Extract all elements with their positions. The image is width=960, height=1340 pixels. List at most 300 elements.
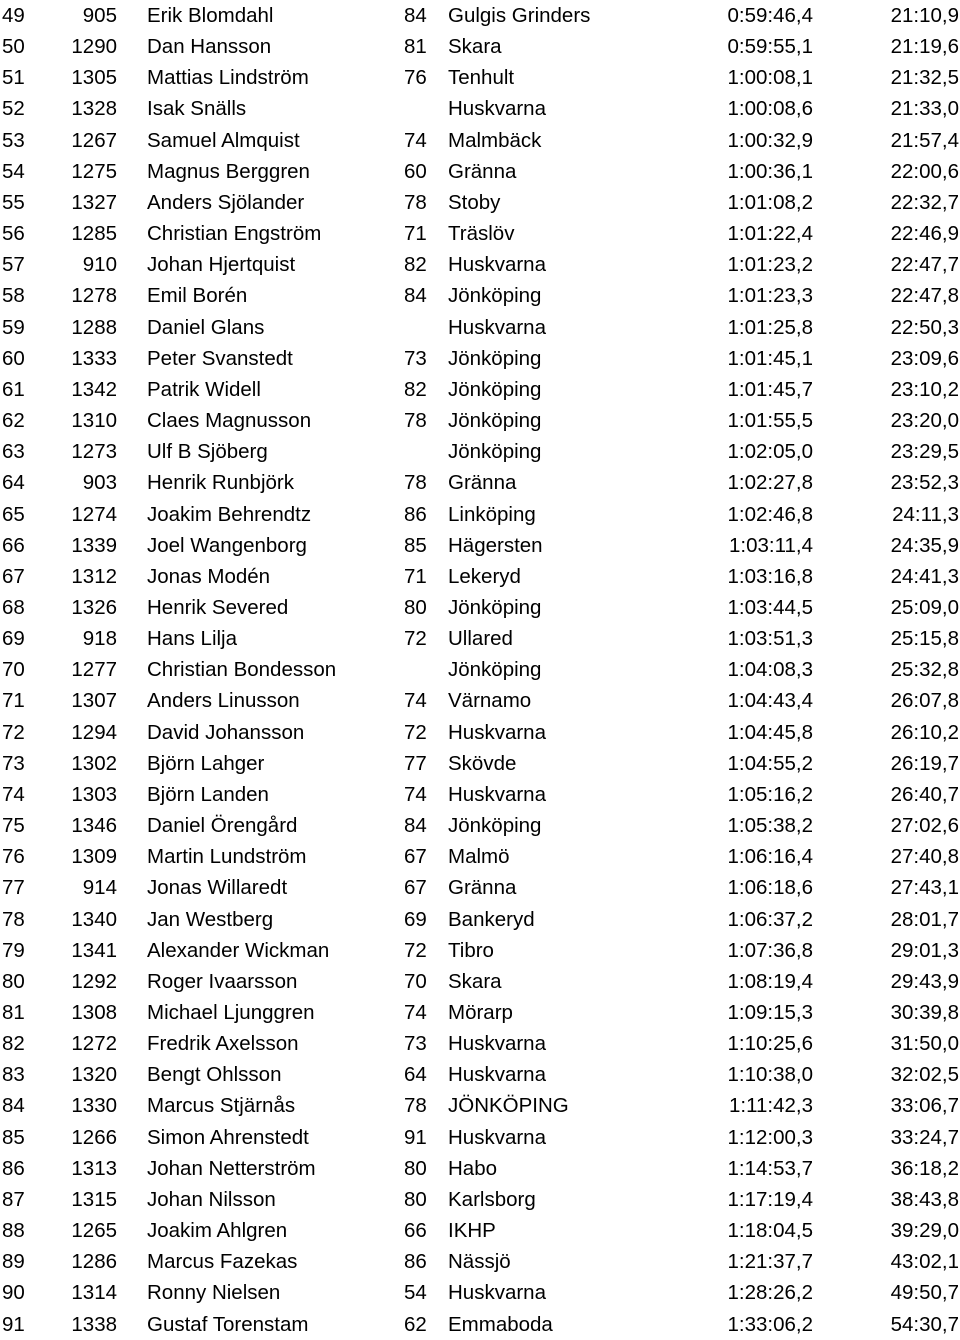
time-behind-cell: 21:57,4	[890, 128, 959, 152]
birth-year-cell: 78	[404, 409, 427, 433]
place-cell: 89	[2, 1250, 25, 1274]
club-cell: Jönköping	[448, 814, 542, 838]
club-cell: Tenhult	[448, 66, 515, 90]
bib-number-cell: 1328	[71, 97, 117, 121]
club-cell: Skara	[448, 35, 502, 59]
time-behind-cell: 27:43,1	[890, 876, 959, 900]
time-behind-cell: 30:39,8	[890, 1001, 959, 1024]
table-row	[0, 93, 960, 124]
club-cell: Hägersten	[448, 533, 543, 557]
table-row	[0, 218, 960, 249]
time-behind-cell: 26:19,7	[890, 751, 959, 775]
runner-name-cell: Ronny Nielsen	[147, 1281, 281, 1305]
time-behind-cell: 24:41,3	[890, 564, 959, 588]
table-row	[0, 156, 960, 187]
club-cell: Jönköping	[448, 658, 542, 682]
bib-number-cell: 1338	[71, 1312, 117, 1336]
table-row	[0, 374, 960, 405]
place-cell: 67	[2, 564, 25, 588]
finish-time-cell: 1:04:45,8	[727, 720, 813, 744]
runner-name-cell: Johan Netterström	[147, 1156, 316, 1180]
finish-time-cell: 1:05:38,2	[727, 814, 813, 838]
finish-time-cell: 1:10:25,6	[727, 1032, 813, 1056]
finish-time-cell: 1:01:45,1	[727, 346, 813, 370]
place-cell: 54	[2, 159, 25, 183]
runner-name-cell: Erik Blomdahl	[147, 4, 274, 27]
place-cell: 79	[2, 938, 25, 962]
club-cell: Habo	[448, 1156, 498, 1180]
table-row	[0, 1153, 960, 1184]
birth-year-cell: 78	[404, 1094, 427, 1118]
birth-year-cell	[402, 93, 432, 124]
place-cell: 83	[2, 1063, 25, 1087]
finish-time-cell: 0:59:46,4	[727, 4, 813, 27]
place-cell: 56	[2, 222, 25, 246]
runner-name-cell: Claes Magnusson	[147, 409, 312, 433]
club-cell: Huskvarna	[448, 1281, 546, 1305]
birth-year-cell: 84	[404, 284, 427, 308]
place-cell: 57	[2, 253, 25, 277]
place-cell: 51	[2, 66, 25, 90]
club-cell: Malmbäck	[448, 128, 542, 152]
club-cell: Ullared	[448, 627, 513, 651]
time-behind-cell: 25:32,8	[890, 658, 959, 682]
bib-number-cell: 1333	[71, 346, 117, 370]
table-row	[0, 249, 960, 280]
club-cell: Stoby	[448, 190, 501, 214]
bib-number-cell: 1292	[71, 969, 117, 993]
bib-number-cell: 1314	[71, 1281, 117, 1305]
table-row	[0, 592, 960, 623]
table-row	[0, 904, 960, 935]
place-cell: 59	[2, 315, 25, 339]
finish-time-cell: 1:00:08,6	[727, 97, 813, 121]
birth-year-cell: 76	[404, 66, 427, 90]
runner-name-cell: Fredrik Axelsson	[147, 1032, 299, 1056]
place-cell: 91	[2, 1312, 25, 1336]
club-cell: Jönköping	[448, 595, 542, 619]
birth-year-cell: 71	[404, 564, 427, 588]
time-behind-cell: 23:52,3	[890, 471, 959, 495]
club-cell: Jönköping	[448, 284, 542, 308]
table-row	[0, 1090, 960, 1121]
place-cell: 81	[2, 1001, 25, 1024]
time-behind-cell: 22:32,7	[890, 190, 959, 214]
table-row	[0, 935, 960, 966]
table-row	[0, 31, 960, 62]
place-cell: 61	[2, 377, 25, 401]
place-cell: 86	[2, 1156, 25, 1180]
club-cell: Huskvarna	[448, 1032, 546, 1056]
club-cell: Huskvarna	[448, 253, 546, 277]
bib-number-cell: 914	[82, 876, 117, 900]
table-row	[0, 0, 960, 31]
club-cell: Gulgis Grinders	[448, 4, 591, 27]
finish-time-cell: 1:03:11,4	[729, 533, 813, 557]
runner-name-cell: Hans Lilja	[147, 627, 238, 651]
bib-number-cell: 1342	[71, 377, 117, 401]
bib-number-cell: 1302	[71, 751, 117, 775]
birth-year-cell: 54	[404, 1281, 427, 1305]
bib-number-cell: 1327	[71, 190, 117, 214]
bib-number-cell: 1266	[71, 1125, 117, 1149]
bib-number-cell: 1330	[71, 1094, 117, 1118]
place-cell: 78	[2, 907, 25, 931]
table-row	[0, 779, 960, 810]
time-behind-cell: 25:15,8	[890, 627, 959, 651]
bib-number-cell: 1286	[71, 1250, 117, 1274]
time-behind-cell: 29:43,9	[890, 969, 959, 993]
bib-number-cell: 1288	[71, 315, 117, 339]
table-row	[0, 1246, 960, 1277]
table-row	[0, 1059, 960, 1090]
club-cell: Huskvarna	[448, 315, 546, 339]
time-behind-cell: 22:00,6	[890, 159, 959, 183]
table-row	[0, 1184, 960, 1215]
runner-name-cell: Johan Nilsson	[147, 1187, 276, 1211]
birth-year-cell: 82	[404, 253, 427, 277]
finish-time-cell: 1:01:23,3	[727, 284, 813, 308]
time-behind-cell: 33:24,7	[890, 1125, 959, 1149]
club-cell: Malmö	[448, 845, 510, 869]
time-behind-cell: 26:10,2	[890, 720, 959, 744]
birth-year-cell: 73	[404, 1032, 427, 1056]
table-row	[0, 343, 960, 374]
finish-time-cell: 1:06:37,2	[727, 907, 813, 931]
time-behind-cell: 31:50,0	[890, 1032, 959, 1056]
time-behind-cell: 27:02,6	[890, 814, 959, 838]
runner-name-cell: Michael Ljunggren	[147, 1001, 315, 1024]
birth-year-cell: 91	[404, 1125, 427, 1149]
birth-year-cell: 60	[404, 159, 427, 183]
birth-year-cell	[402, 654, 432, 685]
club-cell: Karlsborg	[448, 1187, 536, 1211]
runner-name-cell: David Johansson	[147, 720, 305, 744]
club-cell: Huskvarna	[448, 1125, 546, 1149]
table-row	[0, 685, 960, 716]
runner-name-cell: Anders Sjölander	[147, 190, 305, 214]
bib-number-cell: 1275	[71, 159, 117, 183]
bib-number-cell: 1274	[71, 502, 117, 526]
runner-name-cell: Patrik Widell	[147, 377, 261, 401]
finish-time-cell: 1:00:08,1	[727, 66, 813, 90]
birth-year-cell: 73	[404, 346, 427, 370]
bib-number-cell: 1294	[71, 720, 117, 744]
time-behind-cell: 24:11,3	[892, 502, 959, 526]
place-cell: 72	[2, 720, 25, 744]
place-cell: 80	[2, 969, 25, 993]
place-cell: 90	[2, 1281, 25, 1305]
club-cell: IKHP	[448, 1219, 496, 1243]
bib-number-cell: 1309	[71, 845, 117, 869]
time-behind-cell: 23:29,5	[890, 440, 959, 464]
birth-year-cell: 67	[404, 845, 427, 869]
place-cell: 62	[2, 409, 25, 433]
time-behind-cell: 28:01,7	[890, 907, 959, 931]
table-row	[0, 1122, 960, 1153]
table-row	[0, 654, 960, 685]
time-behind-cell: 27:40,8	[890, 845, 959, 869]
birth-year-cell: 66	[404, 1219, 427, 1243]
place-cell: 52	[2, 97, 25, 121]
place-cell: 70	[2, 658, 25, 682]
finish-time-cell: 1:06:16,4	[727, 845, 813, 869]
finish-time-cell: 1:09:15,3	[727, 1001, 813, 1024]
club-cell: Huskvarna	[448, 97, 546, 121]
place-cell: 88	[2, 1219, 25, 1243]
bib-number-cell: 1305	[71, 66, 117, 90]
table-row	[0, 499, 960, 530]
time-behind-cell: 21:10,9	[890, 4, 959, 27]
birth-year-cell: 82	[404, 377, 427, 401]
birth-year-cell: 84	[404, 4, 427, 27]
finish-time-cell: 1:04:43,4	[727, 689, 813, 713]
club-cell: Tibro	[448, 938, 494, 962]
runner-name-cell: Bengt Ohlsson	[147, 1063, 282, 1087]
place-cell: 50	[2, 35, 25, 59]
time-behind-cell: 21:19,6	[890, 35, 959, 59]
finish-time-cell: 1:04:55,2	[727, 751, 813, 775]
runner-name-cell: Emil Borén	[147, 284, 248, 308]
runner-name-cell: Daniel Glans	[147, 315, 265, 339]
club-cell: Skara	[448, 969, 502, 993]
time-behind-cell: 23:09,6	[890, 346, 959, 370]
table-row	[0, 966, 960, 997]
birth-year-cell: 78	[404, 471, 427, 495]
finish-time-cell: 1:02:05,0	[727, 440, 813, 464]
bib-number-cell: 903	[82, 471, 117, 495]
place-cell: 49	[2, 4, 25, 27]
birth-year-cell: 86	[404, 1250, 427, 1274]
finish-time-cell: 1:01:22,4	[727, 222, 813, 246]
time-behind-cell: 32:02,5	[890, 1063, 959, 1087]
birth-year-cell: 64	[404, 1063, 427, 1087]
table-row	[0, 717, 960, 748]
runner-name-cell: Henrik Severed	[147, 595, 289, 619]
birth-year-cell: 69	[404, 907, 427, 931]
runner-name-cell: Dan Hansson	[147, 35, 272, 59]
bib-number-cell: 1326	[71, 595, 117, 619]
table-row	[0, 841, 960, 872]
finish-time-cell: 1:14:53,7	[727, 1156, 813, 1180]
runner-name-cell: Joakim Behrendtz	[147, 502, 312, 526]
finish-time-cell: 1:03:44,5	[727, 595, 813, 619]
time-behind-cell: 33:06,7	[890, 1094, 959, 1118]
table-row	[0, 125, 960, 156]
place-cell: 63	[2, 440, 25, 464]
bib-number-cell: 1285	[71, 222, 117, 246]
runner-name-cell: Anders Linusson	[147, 689, 300, 713]
finish-time-cell: 1:06:18,6	[727, 876, 813, 900]
table-row	[0, 280, 960, 311]
runner-name-cell: Mattias Lindström	[147, 66, 309, 90]
time-behind-cell: 22:47,8	[890, 284, 959, 308]
birth-year-cell: 72	[404, 627, 427, 651]
club-cell: Emmaboda	[448, 1312, 553, 1336]
place-cell: 58	[2, 284, 25, 308]
finish-time-cell: 1:28:26,2	[727, 1281, 813, 1305]
finish-time-cell: 1:18:04,5	[727, 1219, 813, 1243]
finish-time-cell: 1:17:19,4	[727, 1187, 813, 1211]
place-cell: 84	[2, 1094, 25, 1118]
place-cell: 69	[2, 627, 25, 651]
table-row	[0, 997, 960, 1028]
birth-year-cell: 80	[404, 1187, 427, 1211]
runner-name-cell: Marcus Fazekas	[147, 1250, 298, 1274]
runner-name-cell: Joel Wangenborg	[147, 533, 307, 557]
runner-name-cell: Gustaf Torenstam	[147, 1312, 309, 1336]
runner-name-cell: Samuel Almquist	[147, 128, 300, 152]
time-behind-cell: 22:50,3	[890, 315, 959, 339]
birth-year-cell: 78	[404, 190, 427, 214]
bib-number-cell: 1310	[71, 409, 117, 433]
table-row	[0, 187, 960, 218]
runner-name-cell: Christian Bondesson	[147, 658, 337, 682]
time-behind-cell: 26:07,8	[890, 689, 959, 713]
birth-year-cell: 74	[404, 689, 427, 713]
time-behind-cell: 22:46,9	[890, 222, 959, 246]
place-cell: 65	[2, 502, 25, 526]
finish-time-cell: 1:00:32,9	[727, 128, 813, 152]
club-cell: JÖNKÖPING	[448, 1094, 569, 1118]
birth-year-cell: 72	[404, 720, 427, 744]
finish-time-cell: 1:02:27,8	[727, 471, 813, 495]
finish-time-cell: 1:01:45,7	[727, 377, 813, 401]
club-cell: Lekeryd	[448, 564, 521, 588]
place-cell: 75	[2, 814, 25, 838]
time-behind-cell: 43:02,1	[890, 1250, 959, 1274]
table-row	[0, 1028, 960, 1059]
club-cell: Jönköping	[448, 377, 542, 401]
place-cell: 87	[2, 1187, 25, 1211]
time-behind-cell: 22:47,7	[890, 253, 959, 277]
table-row	[0, 561, 960, 592]
birth-year-cell: 71	[404, 222, 427, 246]
runner-name-cell: Ulf B Sjöberg	[147, 440, 268, 464]
finish-time-cell: 1:11:42,3	[729, 1094, 813, 1118]
place-cell: 66	[2, 533, 25, 557]
bib-number-cell: 1312	[71, 564, 117, 588]
club-cell: Jönköping	[448, 346, 542, 370]
time-behind-cell: 24:35,9	[890, 533, 959, 557]
runner-name-cell: Björn Lahger	[147, 751, 265, 775]
time-behind-cell: 26:40,7	[890, 782, 959, 806]
birth-year-cell: 72	[404, 938, 427, 962]
place-cell: 85	[2, 1125, 25, 1149]
birth-year-cell: 74	[404, 128, 427, 152]
time-behind-cell: 38:43,8	[890, 1187, 959, 1211]
finish-time-cell: 1:21:37,7	[727, 1250, 813, 1274]
place-cell: 77	[2, 876, 25, 900]
runner-name-cell: Isak Snälls	[147, 97, 247, 121]
place-cell: 55	[2, 190, 25, 214]
runner-name-cell: Johan Hjertquist	[147, 253, 296, 277]
club-cell: Skövde	[448, 751, 517, 775]
runner-name-cell: Martin Lundström	[147, 845, 307, 869]
finish-time-cell: 1:01:08,2	[727, 190, 813, 214]
table-row	[0, 623, 960, 654]
birth-year-cell: 86	[404, 502, 427, 526]
finish-time-cell: 1:03:51,3	[727, 627, 813, 651]
place-cell: 76	[2, 845, 25, 869]
runner-name-cell: Björn Landen	[147, 782, 269, 806]
club-cell: Gränna	[448, 159, 517, 183]
birth-year-cell: 84	[404, 814, 427, 838]
runner-name-cell: Joakim Ahlgren	[147, 1219, 288, 1243]
table-row	[0, 530, 960, 561]
finish-time-cell: 1:08:19,4	[727, 969, 813, 993]
place-cell: 71	[2, 689, 25, 713]
bib-number-cell: 1277	[71, 658, 117, 682]
place-cell: 53	[2, 128, 25, 152]
time-behind-cell: 23:10,2	[890, 377, 959, 401]
finish-time-cell: 1:01:23,2	[727, 253, 813, 277]
time-behind-cell: 54:30,7	[890, 1312, 959, 1336]
bib-number-cell: 905	[82, 4, 117, 27]
club-cell: Nässjö	[448, 1250, 511, 1274]
bib-number-cell: 1339	[71, 533, 117, 557]
birth-year-cell: 80	[404, 1156, 427, 1180]
bib-number-cell: 1265	[71, 1219, 117, 1243]
bib-number-cell: 910	[82, 253, 117, 277]
bib-number-cell: 1320	[71, 1063, 117, 1087]
runner-name-cell: Peter Svanstedt	[147, 346, 293, 370]
birth-year-cell	[402, 436, 432, 467]
finish-time-cell: 1:05:16,2	[727, 782, 813, 806]
table-row	[0, 1277, 960, 1308]
runner-name-cell: Magnus Berggren	[147, 159, 310, 183]
table-row	[0, 1309, 960, 1340]
table-row	[0, 1215, 960, 1246]
birth-year-cell: 62	[404, 1312, 427, 1336]
club-cell: Linköping	[448, 502, 536, 526]
club-cell: Huskvarna	[448, 720, 546, 744]
birth-year-cell: 67	[404, 876, 427, 900]
place-cell: 68	[2, 595, 25, 619]
runner-name-cell: Henrik Runbjörk	[147, 471, 294, 495]
time-behind-cell: 49:50,7	[890, 1281, 959, 1305]
birth-year-cell: 74	[404, 1001, 427, 1024]
birth-year-cell	[402, 312, 432, 343]
club-cell: Jönköping	[448, 440, 542, 464]
birth-year-cell: 70	[404, 969, 427, 993]
club-cell: Jönköping	[448, 409, 542, 433]
table-row	[0, 436, 960, 467]
bib-number-cell: 1340	[71, 907, 117, 931]
runner-name-cell: Alexander Wickman	[147, 938, 330, 962]
finish-time-cell: 1:10:38,0	[727, 1063, 813, 1087]
place-cell: 60	[2, 346, 25, 370]
place-cell: 82	[2, 1032, 25, 1056]
birth-year-cell: 77	[404, 751, 427, 775]
table-row	[0, 62, 960, 93]
table-row	[0, 405, 960, 436]
finish-time-cell: 1:12:00,3	[727, 1125, 813, 1149]
bib-number-cell: 1346	[71, 814, 117, 838]
finish-time-cell: 1:07:36,8	[727, 938, 813, 962]
bib-number-cell: 1313	[71, 1156, 117, 1180]
club-cell: Mörarp	[448, 1001, 513, 1024]
runner-name-cell: Jonas Willaredt	[147, 876, 288, 900]
bib-number-cell: 1307	[71, 689, 117, 713]
place-cell: 64	[2, 471, 25, 495]
table-row	[0, 810, 960, 841]
bib-number-cell: 1272	[71, 1032, 117, 1056]
time-behind-cell: 21:33,0	[890, 97, 959, 121]
table-row	[0, 312, 960, 343]
bib-number-cell: 1267	[71, 128, 117, 152]
bib-number-cell: 918	[82, 627, 117, 651]
